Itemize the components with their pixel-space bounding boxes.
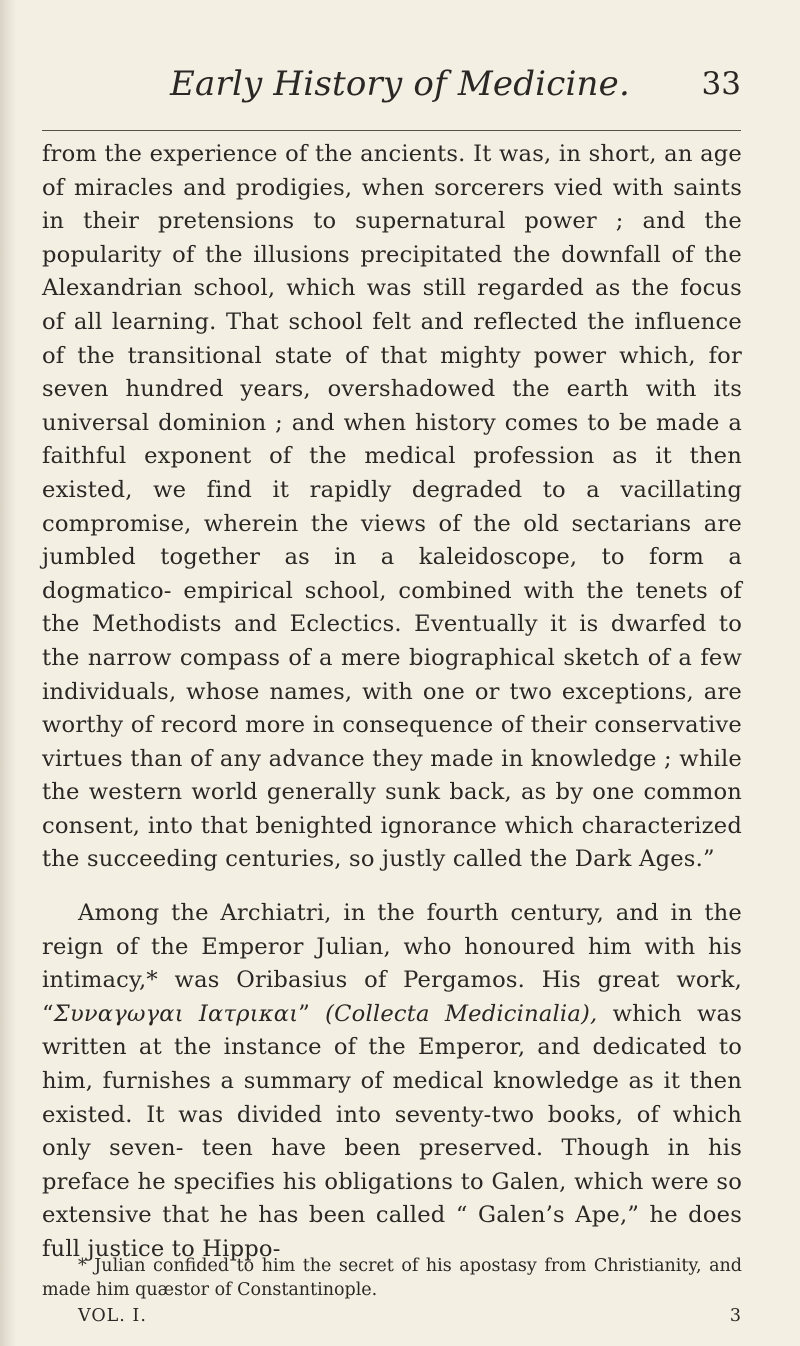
paragraph-1-line: state of that mighty power which, for seven hundred years, xyxy=(42,342,742,403)
paragraph-1-line: in consequence of their conservative virtues than of any advance xyxy=(42,712,742,772)
paragraph-2-line: been called “ Galen’s Ape,” he does full justice to Hippo- xyxy=(42,1202,742,1262)
greek-title: Συναγωγαι Ιατρικαι xyxy=(53,1000,299,1027)
paragraph-1-line: profession as it then existed, we find it rapidly degraded to a xyxy=(42,443,742,503)
paragraph-1-line: are jumbled together as in a kaleidoscope, to form a dogmatico- xyxy=(42,510,742,604)
running-title: Early History of Medicine. xyxy=(170,64,630,104)
paragraph-2-line: reign of the Emperor Julian, who honoured him with his xyxy=(42,933,742,960)
paragraph-2-line: Among the Archiatri, in the fourth century, and in the xyxy=(78,900,742,927)
paragraph-1-line: school, which was still regarded as the focus of all learning. xyxy=(42,275,742,335)
running-head xyxy=(0,64,800,114)
volume-mark: VOL. I. xyxy=(78,1306,147,1326)
paragraph-1-line: history comes to be made a faithful exponent of the medical xyxy=(42,409,743,470)
paragraph-1-line: of miracles and prodigies, when sorcerers vied with saints in xyxy=(42,174,742,235)
paragraph-2-line: intimacy,* was Oribasius of Pergamos. His great work, xyxy=(42,967,742,994)
paragraph-2-line: written at the instance of the Emperor, and dedicated to him, xyxy=(42,1034,742,1095)
paragraph-1-line: sunk back, as by one common consent, into that benighted xyxy=(42,779,743,839)
paragraph-1-line: and Eclectics. Eventually it is dwarfed to the narrow compass xyxy=(42,611,742,671)
body-text xyxy=(42,138,742,1267)
paragraph-1-line: names, with one or two exceptions, are worthy of record more xyxy=(42,678,742,739)
paragraph-2-rest xyxy=(42,1034,742,1262)
paragraph-2-line: teen have been preserved. Though in his preface he specifies xyxy=(42,1135,742,1195)
paragraph-1-line: of a mere biographical sketch of a few individuals, whose xyxy=(42,644,742,705)
paragraph-1-line: overshadowed the earth with its universal dominion ; and when xyxy=(42,376,742,436)
paragraph-2 xyxy=(42,897,742,1267)
paragraph-1-line: That school felt and reflected the influence of the transitional xyxy=(42,308,742,369)
paragraph-2-line: It was divided into seventy-two books, of which only seven- xyxy=(42,1101,742,1162)
quote-open: “ xyxy=(42,1000,54,1027)
paragraph-2-line: furnishes a summary of medical knowledge as it then existed. xyxy=(42,1068,742,1128)
quote-close: ” xyxy=(298,1000,311,1027)
page-edge-shadow xyxy=(0,0,16,1346)
paragraph-1-line: justly called the Dark Ages.” xyxy=(382,846,715,873)
paragraph-1-line: their pretensions to supernatural power ; and the popularity of xyxy=(42,208,743,268)
footnote: * Julian confided to him the secret of his apostasy from Christianity, and made him quæstor of Constantinople. xyxy=(42,1256,742,1300)
paragraph-2-line: his obligations to Galen, which were so extensive that he has xyxy=(42,1168,743,1229)
page-number: 33 xyxy=(701,66,741,102)
paragraph-1-line: the illusions precipitated the downfall of the Alexandrian xyxy=(42,241,743,302)
paragraph-2-line: which was xyxy=(612,1000,742,1027)
latin-title: (Collecta Medicinalia), xyxy=(325,1000,598,1027)
paragraph-1-line: ignorance which characterized the succeeding centuries, so xyxy=(42,812,742,873)
paragraph-1-line: they made in knowledge ; while the western world generally xyxy=(42,745,742,806)
paragraph-1-line: empirical school, combined with the tenets of the Methodists xyxy=(42,577,742,638)
sheet-number: 3 xyxy=(729,1306,741,1326)
header-rule xyxy=(42,130,741,131)
paragraph-1 xyxy=(42,138,742,877)
paragraph-1-line: vacillating compromise, wherein the views of the old sectarians xyxy=(42,476,742,537)
paragraph-1-line: from the experience of the ancients. It was, in short, an age xyxy=(42,141,742,167)
